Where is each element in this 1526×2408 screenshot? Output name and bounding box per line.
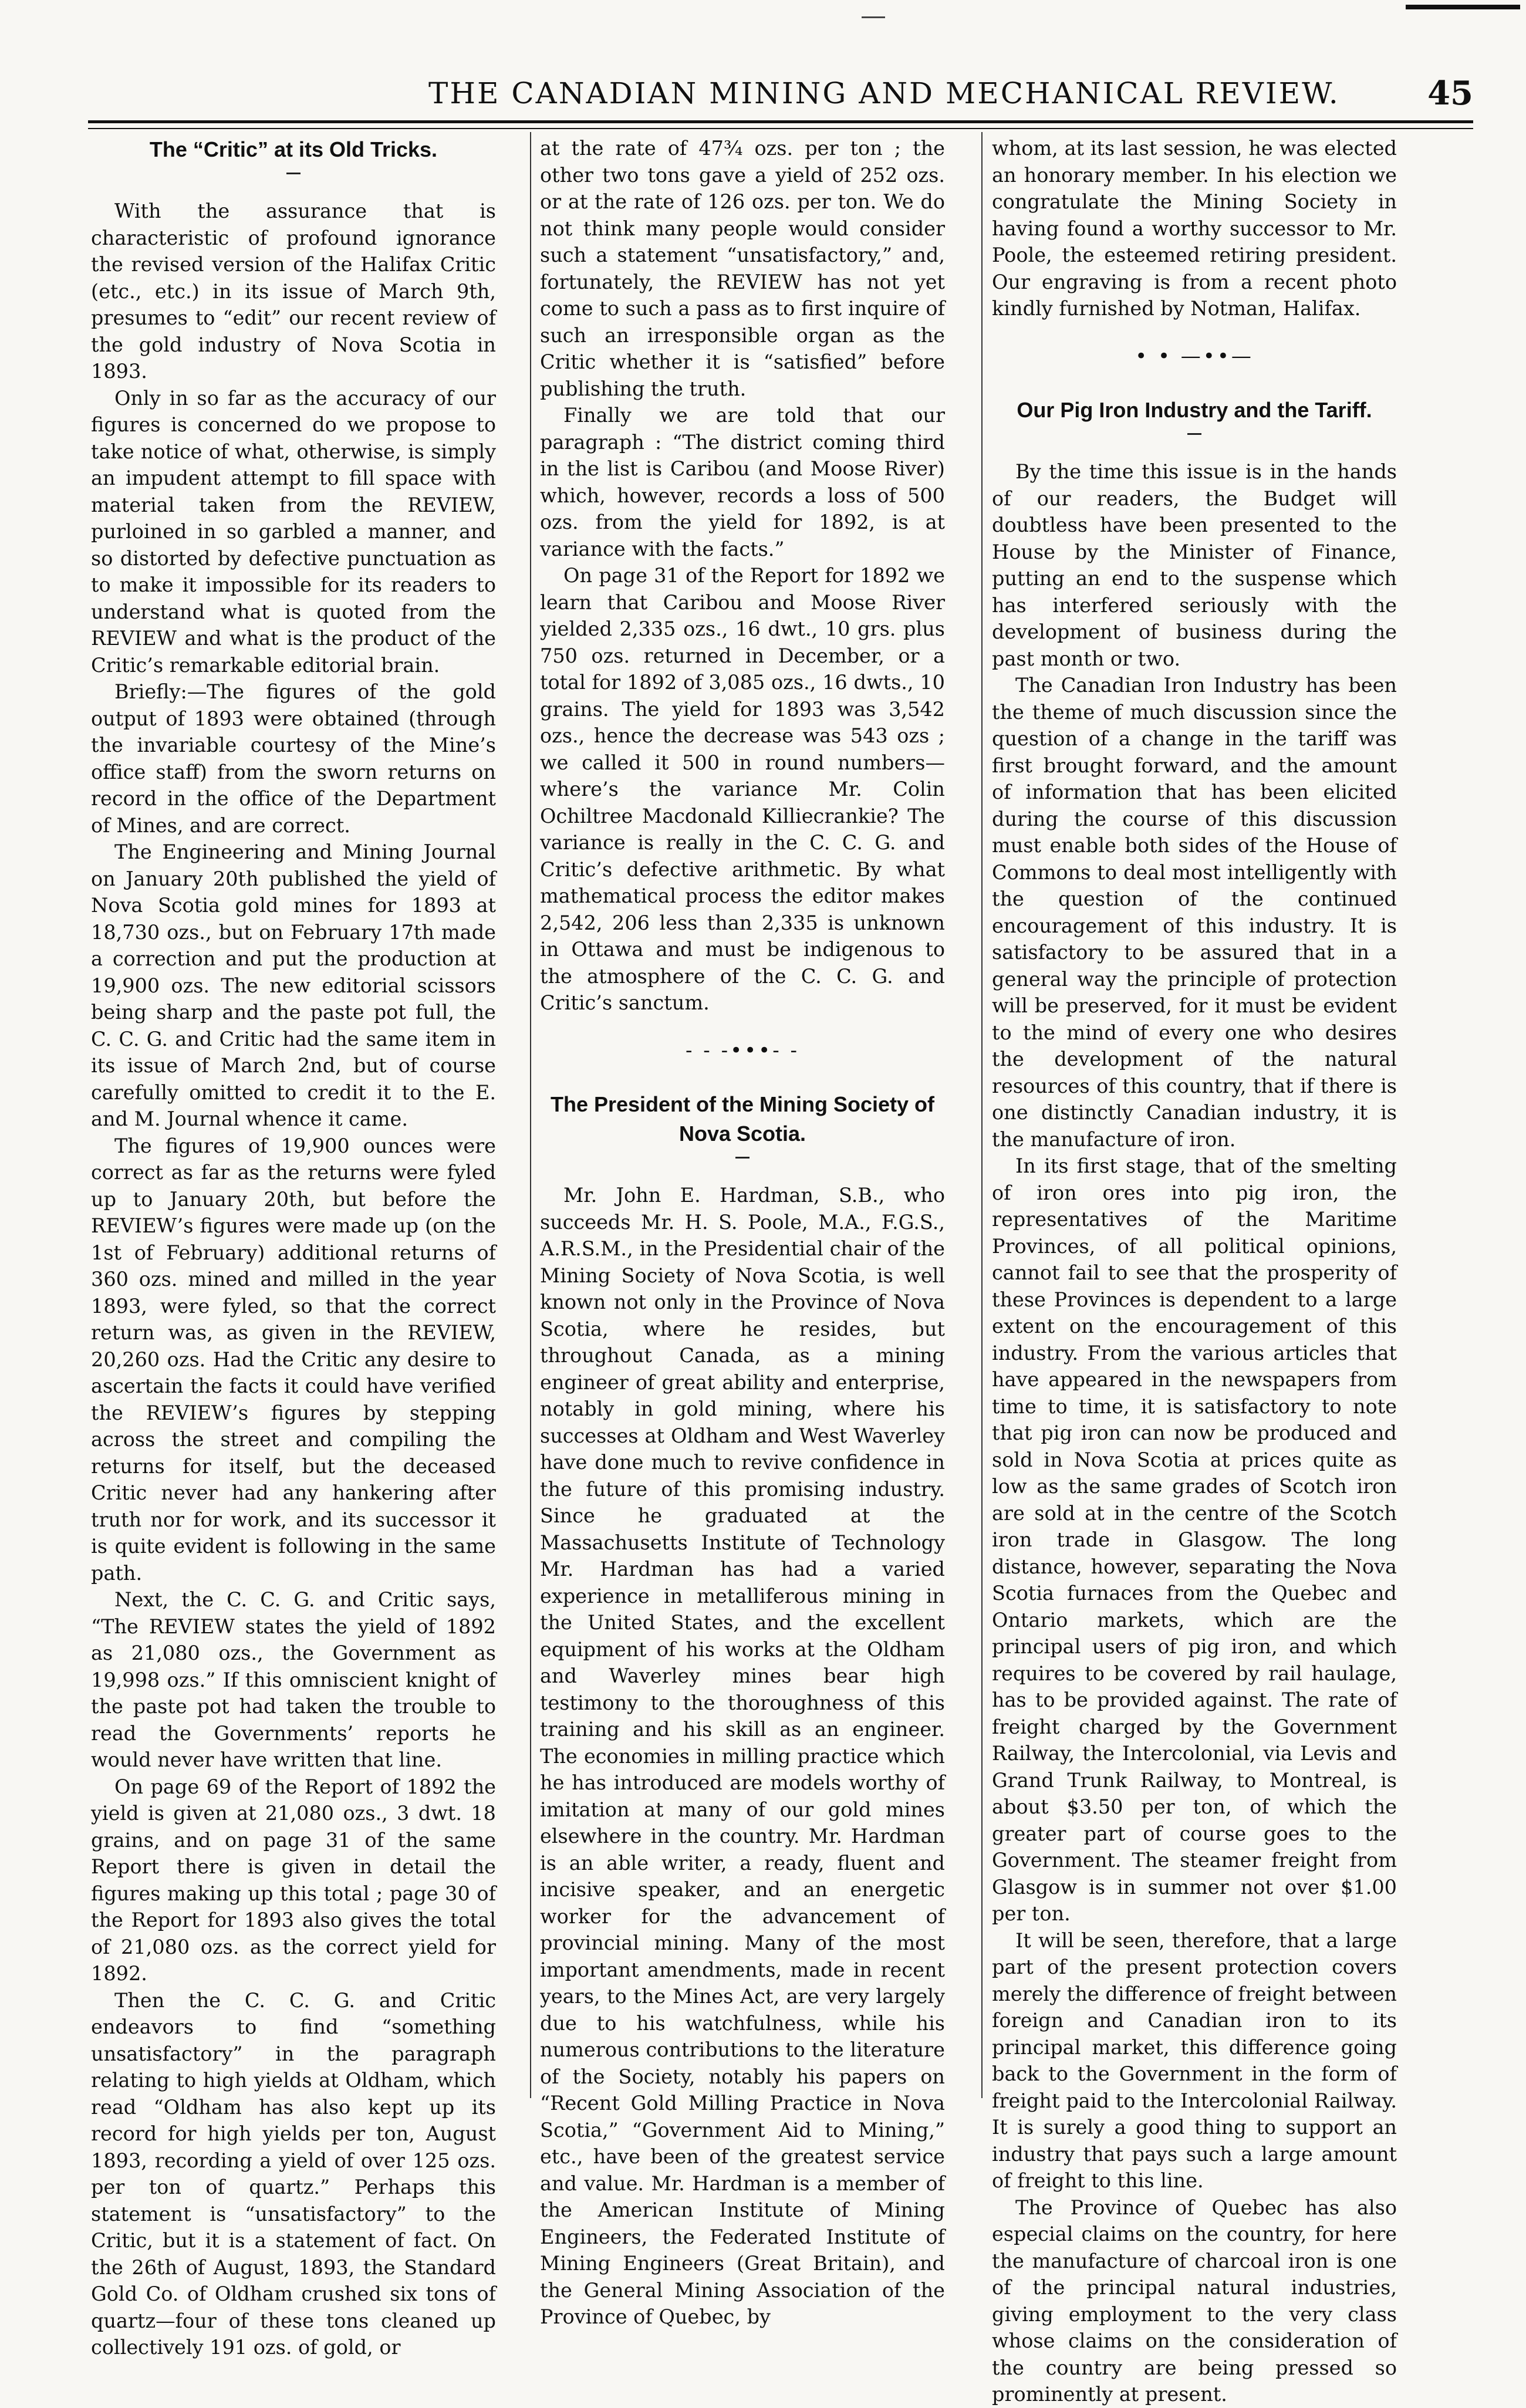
article-paragraph: On page 31 of the Report for 1892 we learn that Caribou and Moose River yielded 2,335 ozs., 16 dwt., 10 grs. plus 750 ozs. returned in December, or a total for 1892 of 3,085 ozs., 16 dwts., 10 grains. The yield for 1893 was 3,542 ozs., hence the decrease was 543 ozs ; we called it 500 in round numbers—where’s the variance Mr. Colin Ochiltree Macdonald Killiecrankie? The variance is really in the C. C. G. and Critic’s defective arithmetic. By what mathematical process the editor makes 2,542, 206 less than 2,335 is unknown in Ottawa and must be indigenous to the atmosphere of the C. C. G. and Critic’s sanctum. (540, 564, 945, 1014)
article-paragraph: Then the C. C. G. and Critic endeavors to find “something unsatisfactory” in the paragraph relating to high yields at Oldham, which read “Oldham has also kept up its record for high yields per ton, August 1893, recording a yield of over 125 ozs. per ton of quartz.” Perhaps this statement is “unsatisfactory” to the Critic, but it is a statement of fact. On the 26th of August, 1893, the Standard Gold Co. of Oldham crushed six tons of quartz—four of these tons cleaned up collectively 191 ozs. of gold, or (91, 1988, 496, 2359)
column-2 (540, 135, 945, 2328)
article-paragraph: It will be seen, therefore, that a large part of the present protection covers merely the difference of freight between foreign and Canadian iron to its principal market, this difference going back to the Government in the form of freight paid to the Intercolonial Railway. It is surely a good thing to support an industry that pays such a large amount of freight to this line. (992, 1929, 1397, 2192)
article-paragraph: The Engineering and Mining Journal on January 20th published the yield of Nova Scotia gold mines for 1893 at 18,730 ozs., but on February 17th made a correction and put the production at 19,900 ozs. The new editorial scissors being sharp and the paste pot full, the C. C. G. and Critic had the same item in its issue of March 2nd, but of course carefully omitted to credit it to the E. and M. Journal whence it came. (91, 840, 496, 1130)
pig-iron-article-title: Our Pig Iron Industry and the Tariff. (1017, 398, 1372, 422)
title-dash (735, 1157, 750, 1159)
president-article-title: The President of the Mining Society of Nova Scotia. (550, 1092, 935, 1146)
article-paragraph: Only in so far as the accuracy of our figures is concerned do we propose to take notice of what, otherwise, is simply an impudent attempt to fill space with material taken from the REVIEW, purloined in so garbled a manner, and so distorted by defective punctuation as to make it impossible for its readers to understand what is quoted from the REVIEW and what is the product of the Critic’s remarkable editorial brain. (91, 386, 496, 677)
article-paragraph: Finally we are told that our paragraph : “The district coming third in the list is Caribou (and Moose River) which, however, records a loss of 500 ozs. from the yield for 1892, is at variance with the facts.” (540, 404, 945, 560)
column-1 (91, 135, 496, 2359)
top-edge-rule (1406, 5, 1520, 9)
article-paragraph: The Canadian Iron Industry has been the theme of much discussion since the question of a change in the tariff was first brought forward, and the amount of information that has been elicited during the course of this discussion must enable both sides of the House of Commons to deal most intelligently with the question of the continued encouragement of this industry. It is satisfactory to be assured that in a general way the principle of protection will be preserved, for it must be evident to the mind of every one who desires the development of the natural resources of this country, that if there is one distinctly Canadian industry, it is the manufacture of iron. (992, 674, 1397, 1151)
title-dash (1187, 433, 1201, 435)
section-ornament: - - -•••- - (685, 1038, 800, 1062)
article-paragraph: Briefly:—The figures of the gold output of 1893 were obtained (through the invariable courtesy of the Mine’s office staff) from the sworn returns on record in the office of the Department of Mines, and are correct. (91, 680, 496, 837)
column-divider-left (530, 132, 531, 2098)
page-header (88, 76, 1473, 123)
page-number: 45 (1427, 74, 1473, 113)
article-paragraph: whom, at its last session, he was elected an honorary member. In his election we congratulate the Mining Society in having found a worthy successor to Mr. Poole, the esteemed retiring president. Our engraving is from a recent photo kindly furnished by Notman, Halifax. (992, 137, 1397, 320)
article-paragraph: On page 69 of the Report of 1892 the yield is given at 21,080 ozs., 3 dwt. 18 grains, and on page 31 of the same Report there is given in detail the figures making up this total ; page 30 of the Report for 1893 also gives the total of 21,080 ozs. as the correct yield for 1892. (91, 1775, 496, 1985)
header-rule-thin (88, 128, 1473, 129)
article-paragraph: The figures of 19,900 ounces were correct as far as the returns were fyled up to January 20th, but before the REVIEW’s figures were made up (on the 1st of February) additional returns of 360 ozs. mined and milled in the year 1893, were fyled, so that the correct return was, as given in the REVIEW, 20,260 ozs. Had the Critic any desire to ascertain the facts it could have verified the REVIEW’s figures by stepping across the street and compiling the returns for itself, but the deceased Critic never had any hankering after truth nor for work, and its successor it is quite evident is following in the same path. (91, 1134, 496, 1585)
article-paragraph: Next, the C. C. G. and Critic says, “The REVIEW states the yield of 1892 as 21,080 ozs., the Government as 19,998 ozs.” If this omniscient knight of the paste pot had taken the trouble to read the Governments’ reports he would never have written that line. (91, 1588, 496, 1771)
article-paragraph: at the rate of 47¾ ozs. per ton ; the other two tons gave a yield of 252 ozs. or at the rate of 126 ozs. per ton. We do not think many people would consider such a statement “unsatisfactory,” and, fortunately, the REVIEW has not yet come to such a pass as to first inquire of such an irresponsible organ as the Critic whether it is “satisfied” before publishing the truth. (540, 137, 945, 400)
running-head: THE CANADIAN MINING AND MECHANICAL REVIEW. (428, 76, 1340, 110)
top-edge-mark (862, 16, 885, 18)
header-rule-thick (88, 120, 1473, 123)
article-paragraph: Mr. John E. Hardman, S.B., who succeeds Mr. H. S. Poole, M.A., F.G.S., A.R.S.M., in the Presidential chair of the Mining Society of Nova Scotia, is well known not only in the Province of Nova Scotia, where he resides, but throughout Canada, as a mining engineer of great ability and enterprise, notably in gold mining, where his successes at Oldham and West Waverley have done much to revive confidence in the future of this promising industry. Since he graduated at the Massachusetts Institute of Technology Mr. Hardman has had a varied experience in metalliferous mining in the United States, and the excellent equipment of his works at the Oldham and Waverley mines bear high testimony to the thoroughness of this training and his skill as an engineer. The economies in milling practice which he has introduced are models worthy of imitation at many of our gold mines elsewhere in the country. Mr. Hardman is an able writer, a ready, fluent and incisive speaker, and an energetic worker for the advancement of provincial mining. Many of the most important amendments, made in recent years, to the Mines Act, are very largely due to his watchfulness, while his numerous contributions to the literature of the Society, notably his papers on “Recent Gold Milling Practice in Nova Scotia,” “Government Aid to Mining,” etc., have been of the greatest service and value. Mr. Hardman is a member of the American Institute of Mining Engineers, the Federated Institute of Mining Engineers (Great Britain), and the General Mining Association of the Province of Quebec, by (540, 1184, 945, 2328)
article-paragraph: In its first stage, that of the smelting of iron ores into pig iron, the representatives of the Maritime Provinces, of all political opinions, cannot fail to see that the prosperity of these Provinces is dependent to a large extent on the encouragement of this industry. From the various articles that have appeared in the newspapers from time to time, it is satisfactory to note that pig iron can now be produced and sold in Nova Scotia at prices quite as low as the same grades of Scotch iron are sold at in the centre of the Scotch iron trade in Glasgow. The long distance, however, separating the Nova Scotia furnaces from the Quebec and Ontario markets, which are the principal users of pig iron, and which requires to be covered by rail haulage, has to be provided against. The rate of freight charged by the Government Railway, the Intercolonial, via Levis and Grand Trunk Railway, to Montreal, is about $3.50 per ton, of which the greater part of course goes to the Government. The steamer freight from Glasgow is in summer not over $1.00 per ton. (992, 1154, 1397, 1925)
section-ornament: • • —••— (1135, 344, 1254, 368)
article-paragraph: With the assurance that is characteristic of profound ignorance the revised version of the Halifax Critic (etc., etc.) in its issue of March 9th, presumes to “edit” our recent review of the gold industry of Nova Scotia in 1893. (91, 200, 496, 383)
article-paragraph: By the time this issue is in the hands of our readers, the Budget will doubtless have been presented to the House by the Minister of Finance, putting an end to the suspense which has interfered seriously with the development of business during the past month or two. (992, 460, 1397, 670)
column-3 (992, 135, 1397, 2406)
title-dash (286, 173, 301, 174)
column-divider-right (981, 132, 983, 2098)
article-paragraph: The Province of Quebec has also especial claims on the country, for here the manufacture of charcoal iron is one of the principal natural industries, giving employment to the very class whose claims on the consideration of the country are being pressed so prominently at present. (992, 2196, 1397, 2406)
critic-article-title: The “Critic” at its Old Tricks. (149, 137, 438, 161)
